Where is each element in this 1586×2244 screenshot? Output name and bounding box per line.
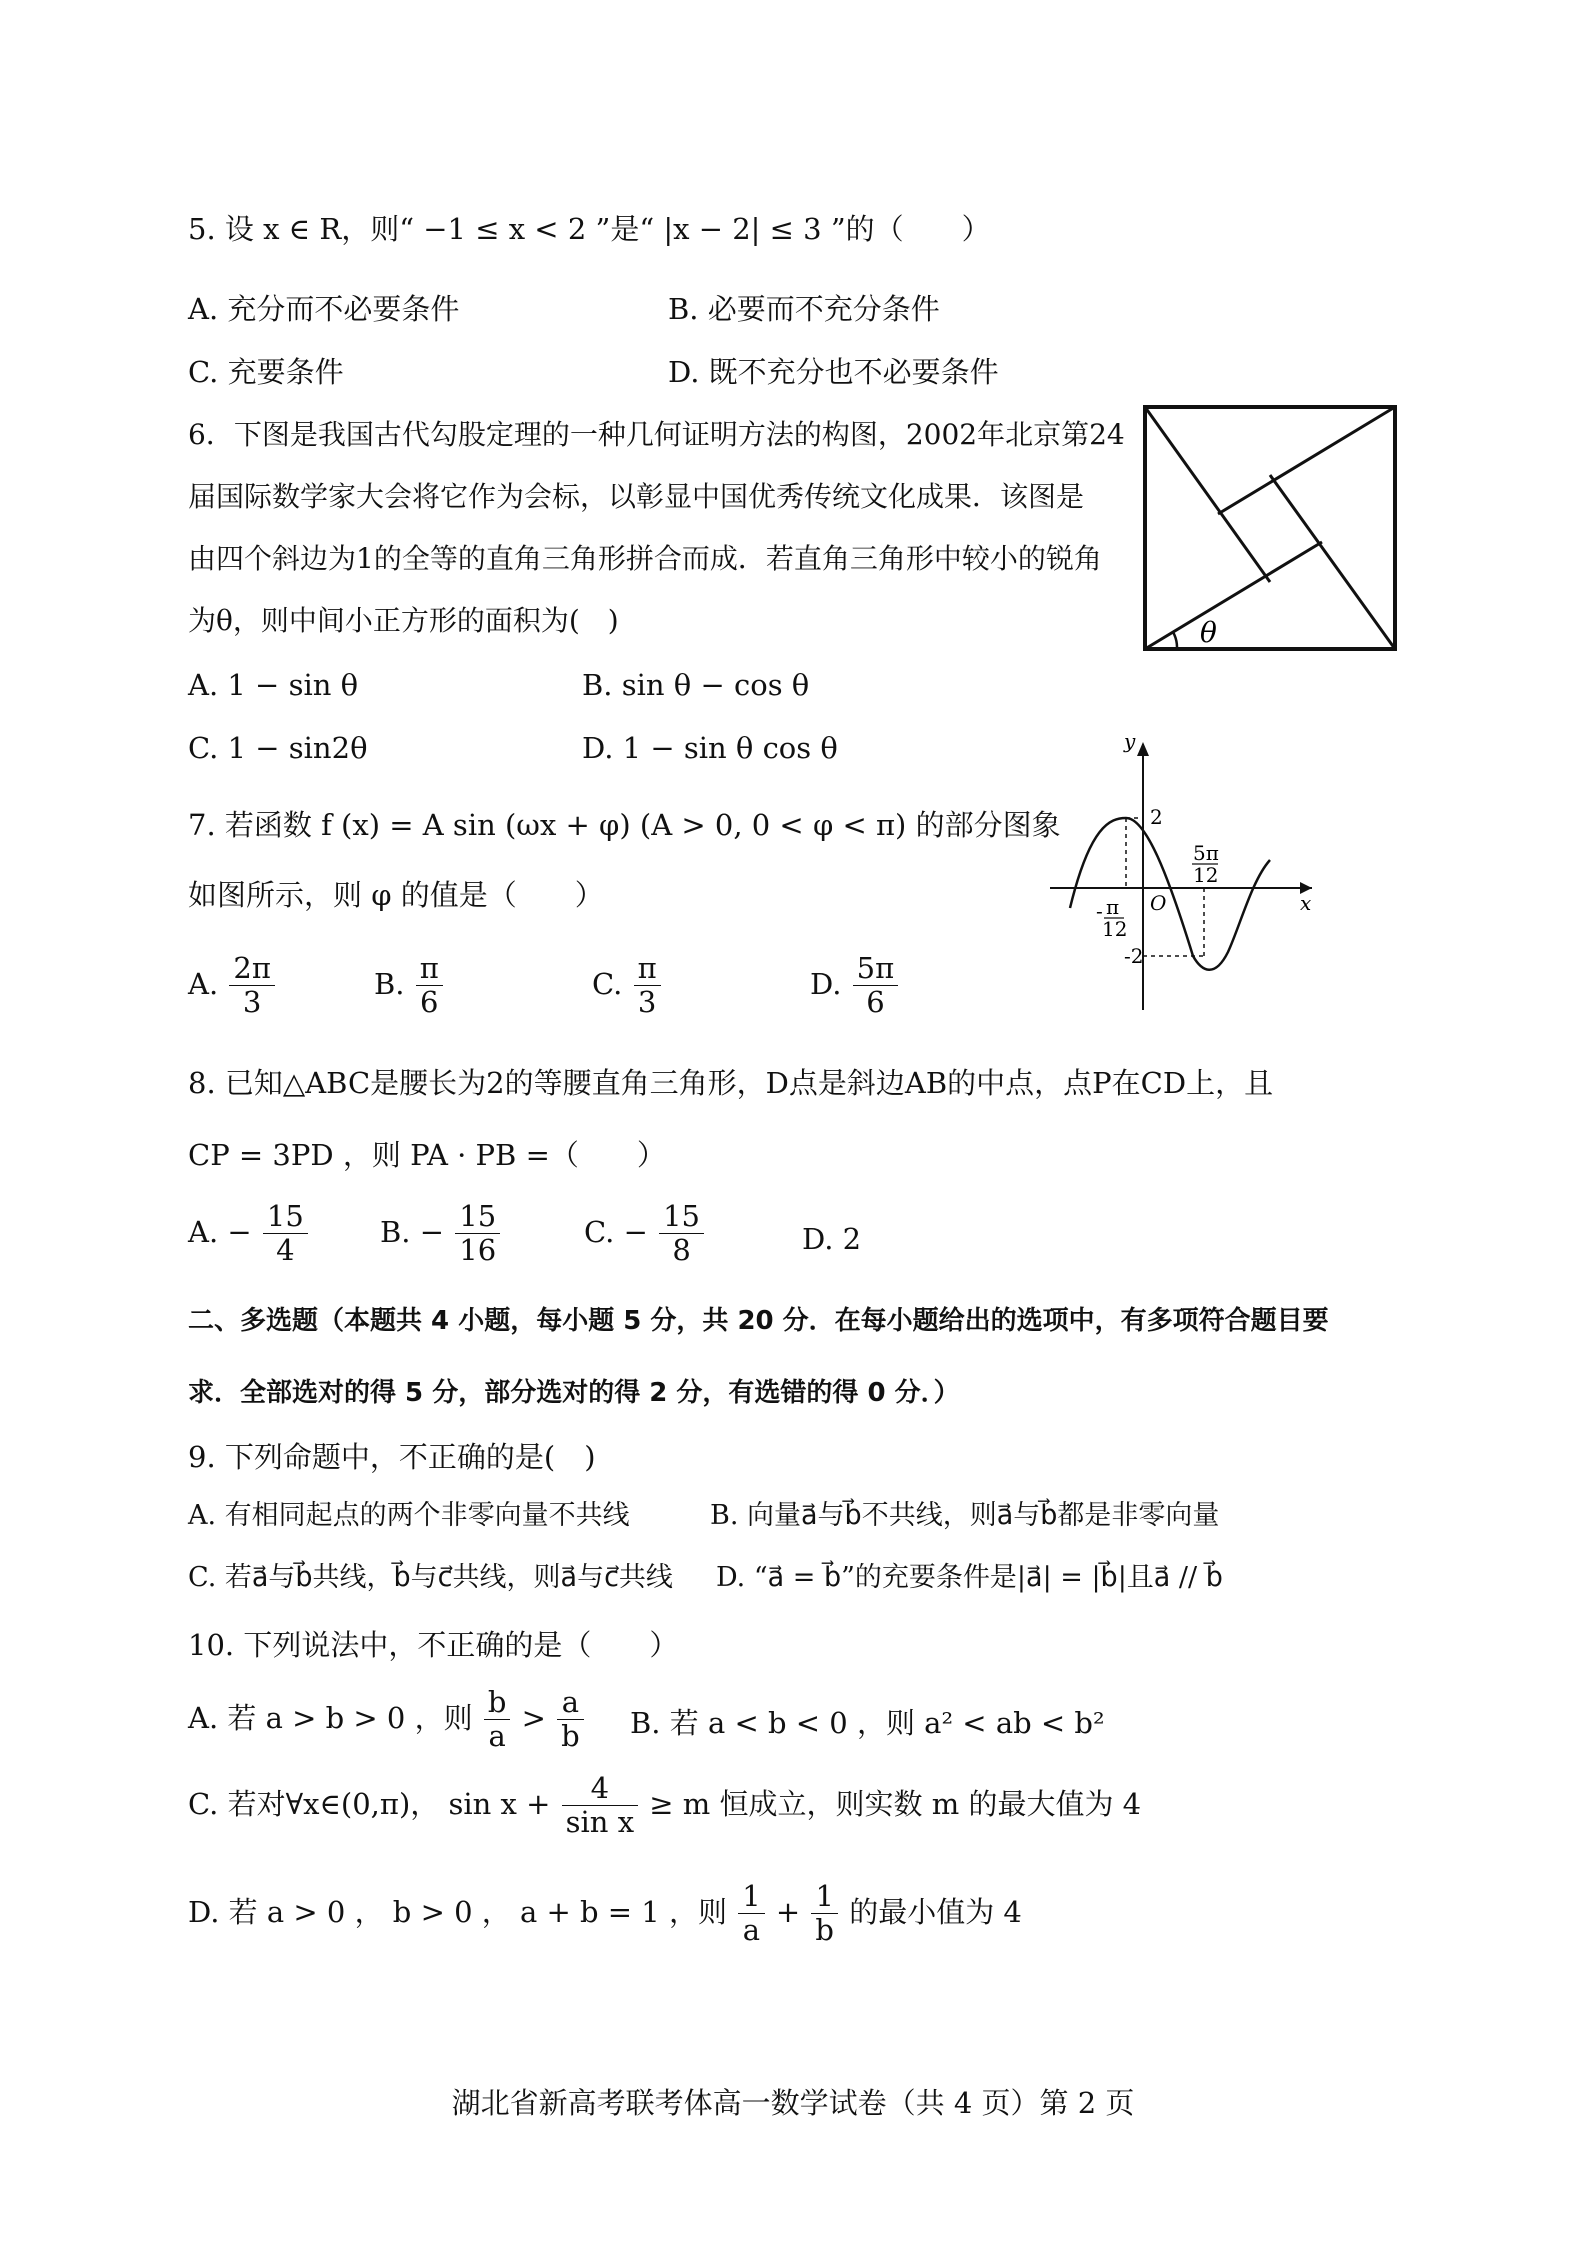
- q7-option-a: [188, 952, 277, 1020]
- q10-d-post: 的最小值为 4: [849, 1894, 1022, 1929]
- q7-c-num: π: [634, 952, 661, 986]
- q7-d-den: 6: [866, 985, 885, 1020]
- q10-d-plus: +: [775, 1894, 801, 1929]
- q8-b-num: 15: [455, 1200, 500, 1234]
- q9-option-c: C. 若a⃗与b⃗共线，b⃗与c⃗共线，则a⃗与c⃗共线: [188, 1562, 673, 1593]
- section-2-heading-line-1: 二、多选题（本题共 4 小题，每小题 5 分，共 20 分．在每小题给出的选项中，有多项符合题目要: [188, 1306, 1329, 1336]
- q7-option-d: [810, 952, 900, 1020]
- q9-option-b: B. 向量a⃗与b⃗不共线，则a⃗与b⃗都是非零向量: [710, 1500, 1220, 1531]
- q7-option-c: [592, 952, 663, 1020]
- q10-a-num1: b: [484, 1686, 511, 1720]
- q10-d-num1: 1: [738, 1880, 764, 1914]
- y-axis-label: y: [1124, 730, 1136, 753]
- q7-a-den: 3: [242, 985, 262, 1020]
- q10-option-a: [188, 1686, 586, 1754]
- q10-option-d: [188, 1880, 1022, 1948]
- q6-option-b: B. sin θ − cos θ: [582, 668, 810, 702]
- right-tick-den: 12: [1193, 863, 1219, 887]
- q7-c-label: C.: [592, 966, 623, 1001]
- q9-option-d: D. “a⃗ = b⃗”的充要条件是|a⃗| = |b⃗|且a⃗ // b⃗: [716, 1562, 1223, 1593]
- q5-option-c: C. 充要条件: [188, 355, 344, 389]
- q8-stem-line-1: 8. 已知△ABC是腰长为2的等腰直角三角形，D点是斜边AB的中点，点P在CD上，且: [188, 1066, 1274, 1100]
- q5-stem: 5. 设 x ∈ R，则“ −1 ≤ x < 2 ”是“ |x − 2| ≤ 3 ”的（ ）: [188, 212, 991, 246]
- q8-b-label: B. −: [380, 1214, 445, 1249]
- q6-line-1: 6．下图是我国古代勾股定理的一种几何证明方法的构图，2002年北京第24: [188, 418, 1125, 451]
- q10-a-pre: A. 若 a > b > 0 ，则: [188, 1700, 473, 1735]
- q9-stem: 9. 下列命题中，不正确的是( ): [188, 1440, 596, 1474]
- q10-d-num2: 1: [811, 1880, 838, 1914]
- q10-option-b: B. 若 a < b < 0 ，则 a² < ab < b²: [630, 1706, 1105, 1740]
- q10-d-den2: b: [815, 1913, 834, 1948]
- section-2-heading-line-2: 求．全部选对的得 5 分，部分选对的得 2 分，有选错的得 0 分．）: [188, 1378, 960, 1408]
- q8-stem-line-2: CP = 3PD ，则 PA · PB =（ ）: [188, 1138, 666, 1172]
- q8-c-label: C. −: [584, 1214, 648, 1249]
- q10-d-den1: a: [742, 1913, 761, 1948]
- q8-option-c: [584, 1200, 706, 1268]
- q5-option-d: D. 既不充分也不必要条件: [668, 355, 999, 389]
- q6-option-a: A. 1 − sin θ: [188, 668, 359, 702]
- q8-a-num: 15: [263, 1200, 308, 1234]
- q10-d-pre: D. 若 a > 0 ， b > 0 ， a + b = 1 ，则: [188, 1894, 727, 1929]
- min-label: -2: [1124, 944, 1144, 968]
- origin-label: O: [1150, 891, 1167, 915]
- q6-line-3: 由四个斜边为1的全等的直角三角形拼合而成．若直角三角形中较小的锐角: [188, 542, 1102, 575]
- q5-option-a: A. 充分而不必要条件: [188, 292, 460, 326]
- q7-c-den: 3: [637, 985, 657, 1020]
- q8-a-label: A. −: [188, 1214, 252, 1249]
- q7-b-label: B.: [374, 966, 405, 1001]
- q10-c-num: 4: [562, 1772, 638, 1806]
- q8-a-den: 4: [276, 1233, 295, 1268]
- q10-a-den2: b: [561, 1719, 580, 1754]
- q8-c-den: 8: [672, 1233, 691, 1268]
- q7-a-num: 2π: [229, 952, 275, 986]
- q7-d-num: 5π: [853, 952, 899, 986]
- left-tick-den: 12: [1102, 917, 1128, 941]
- q5-option-b: B. 必要而不充分条件: [668, 292, 940, 326]
- q8-c-num: 15: [659, 1200, 704, 1234]
- theta-label: θ: [1200, 616, 1217, 649]
- left-tick-num: π: [1106, 895, 1120, 919]
- q6-line-2: 届国际数学家大会将它作为会标，以彰显中国优秀传统文化成果．该图是: [188, 480, 1085, 513]
- q6-line-4: 为θ，则中间小正方形的面积为( ): [188, 604, 619, 637]
- q7-stem-line-2: 如图所示，则 φ 的值是（ ）: [188, 878, 604, 912]
- q10-c-pre: C. 若对∀x∈(0,π)， sin x +: [188, 1786, 551, 1821]
- q8-option-b: [380, 1200, 502, 1268]
- q8-option-a: [188, 1200, 310, 1268]
- q7-d-label: D.: [810, 966, 842, 1001]
- q6-option-c: C. 1 − sin2θ: [188, 731, 368, 765]
- q10-option-c: [188, 1772, 1141, 1840]
- q8-b-den: 16: [459, 1233, 497, 1268]
- q7-sine-graph: [1040, 730, 1320, 1020]
- q8-option-d: D. 2: [802, 1222, 862, 1256]
- q10-a-mid: >: [521, 1700, 546, 1735]
- q10-stem: 10. 下列说法中，不正确的是（ ）: [188, 1628, 679, 1662]
- q7-b-den: 6: [420, 985, 439, 1020]
- q7-option-b: [374, 952, 445, 1020]
- right-tick-num: 5π: [1193, 841, 1219, 865]
- q10-a-den1: a: [488, 1719, 506, 1754]
- q7-stem-line-1: 7. 若函数 f (x) = A sin (ωx + φ) (A > 0, 0 < φ < π) 的部分图象: [188, 808, 1061, 842]
- max-label: 2: [1150, 805, 1163, 829]
- q7-a-label: A.: [188, 966, 219, 1001]
- page-footer: 湖北省新高考联考体高一数学试卷（共 4 页）第 2 页: [451, 2086, 1135, 2120]
- q9-option-a: A. 有相同起点的两个非零向量不共线: [188, 1500, 630, 1531]
- q6-option-d: D. 1 − sin θ cos θ: [582, 731, 838, 765]
- q10-a-num2: a: [557, 1686, 584, 1720]
- q10-c-post: ≥ m 恒成立，则实数 m 的最大值为 4: [649, 1786, 1142, 1821]
- pythagoras-figure: [1140, 402, 1404, 656]
- left-tick-sign: -: [1096, 899, 1103, 923]
- q10-c-den: sin x: [565, 1805, 635, 1840]
- q7-b-num: π: [416, 952, 443, 986]
- x-axis-label: x: [1300, 891, 1312, 915]
